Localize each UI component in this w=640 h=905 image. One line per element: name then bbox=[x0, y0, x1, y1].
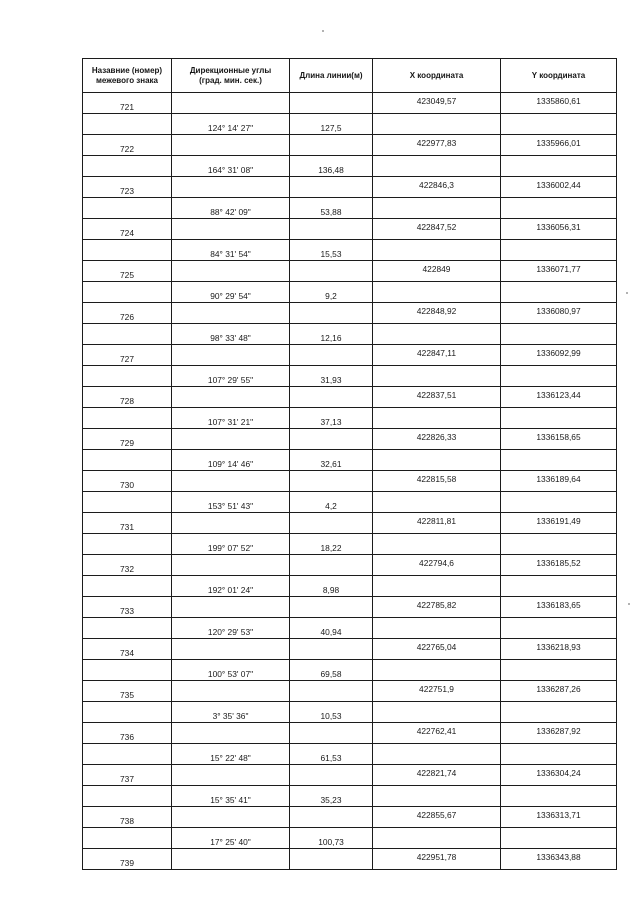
point-name-cell: 724 bbox=[83, 219, 172, 240]
empty-length-cell bbox=[290, 219, 373, 240]
empty-angle-cell bbox=[172, 555, 290, 576]
line-length-cell: 32,61 bbox=[290, 450, 373, 471]
x-coordinate-cell: 422837,51 bbox=[373, 387, 501, 408]
empty-y-cell bbox=[501, 828, 617, 849]
x-coordinate-cell: 422794,6 bbox=[373, 555, 501, 576]
empty-length-cell bbox=[290, 303, 373, 324]
direction-angle-cell: 3° 35' 36" bbox=[172, 702, 290, 723]
line-length-cell: 18,22 bbox=[290, 534, 373, 555]
y-coordinate-cell: 1336218,93 bbox=[501, 639, 617, 660]
empty-y-cell bbox=[501, 324, 617, 345]
empty-length-cell bbox=[290, 765, 373, 786]
empty-angle-cell bbox=[172, 303, 290, 324]
point-name-cell: 726 bbox=[83, 303, 172, 324]
direction-angle-cell: 107° 29' 55" bbox=[172, 366, 290, 387]
empty-length-cell bbox=[290, 135, 373, 156]
empty-x-cell bbox=[373, 282, 501, 303]
empty-angle-cell bbox=[172, 177, 290, 198]
empty-angle-cell bbox=[172, 849, 290, 870]
table-row-point bbox=[83, 429, 617, 450]
empty-name-cell bbox=[83, 618, 172, 639]
empty-x-cell bbox=[373, 240, 501, 261]
point-name-cell: 735 bbox=[83, 681, 172, 702]
header-direction-angle: Дирекционные углы (град. мин. сек.) bbox=[172, 59, 290, 93]
y-coordinate-cell: 1336056,31 bbox=[501, 219, 617, 240]
empty-y-cell bbox=[501, 156, 617, 177]
empty-angle-cell bbox=[172, 681, 290, 702]
boundary-coordinates-table bbox=[82, 58, 617, 870]
empty-name-cell bbox=[83, 492, 172, 513]
y-coordinate-cell: 1336158,65 bbox=[501, 429, 617, 450]
empty-angle-cell bbox=[172, 429, 290, 450]
empty-length-cell bbox=[290, 681, 373, 702]
y-coordinate-cell: 1336183,65 bbox=[501, 597, 617, 618]
table-header-row bbox=[83, 59, 617, 93]
table-row-segment bbox=[83, 576, 617, 597]
empty-y-cell bbox=[501, 492, 617, 513]
line-length-cell: 15,53 bbox=[290, 240, 373, 261]
table-row-segment bbox=[83, 366, 617, 387]
table-row-point bbox=[83, 345, 617, 366]
table-row-segment bbox=[83, 492, 617, 513]
point-name-cell: 733 bbox=[83, 597, 172, 618]
empty-x-cell bbox=[373, 366, 501, 387]
empty-name-cell bbox=[83, 198, 172, 219]
line-length-cell: 136,48 bbox=[290, 156, 373, 177]
y-coordinate-cell: 1336191,49 bbox=[501, 513, 617, 534]
point-name-cell: 728 bbox=[83, 387, 172, 408]
empty-y-cell bbox=[501, 240, 617, 261]
table-row-point bbox=[83, 387, 617, 408]
header-line-length: Длина линии(м) bbox=[290, 59, 373, 93]
empty-y-cell bbox=[501, 198, 617, 219]
y-coordinate-cell: 1336080,97 bbox=[501, 303, 617, 324]
point-name-cell: 732 bbox=[83, 555, 172, 576]
table-row-segment bbox=[83, 282, 617, 303]
empty-y-cell bbox=[501, 366, 617, 387]
empty-length-cell bbox=[290, 387, 373, 408]
table-row-segment bbox=[83, 534, 617, 555]
table-row-point bbox=[83, 597, 617, 618]
x-coordinate-cell: 422847,11 bbox=[373, 345, 501, 366]
x-coordinate-cell: 422846,3 bbox=[373, 177, 501, 198]
table-row-point bbox=[83, 93, 617, 114]
point-name-cell: 729 bbox=[83, 429, 172, 450]
empty-name-cell bbox=[83, 282, 172, 303]
point-name-cell: 725 bbox=[83, 261, 172, 282]
direction-angle-cell: 153° 51' 43" bbox=[172, 492, 290, 513]
empty-x-cell bbox=[373, 324, 501, 345]
direction-angle-cell: 199° 07' 52" bbox=[172, 534, 290, 555]
direction-angle-cell: 192° 01' 24" bbox=[172, 576, 290, 597]
table-row-point bbox=[83, 135, 617, 156]
empty-length-cell bbox=[290, 513, 373, 534]
empty-name-cell bbox=[83, 156, 172, 177]
point-name-cell: 736 bbox=[83, 723, 172, 744]
scan-speck bbox=[322, 30, 324, 32]
line-length-cell: 127,5 bbox=[290, 114, 373, 135]
empty-angle-cell bbox=[172, 639, 290, 660]
empty-angle-cell bbox=[172, 513, 290, 534]
empty-y-cell bbox=[501, 576, 617, 597]
x-coordinate-cell: 422811,81 bbox=[373, 513, 501, 534]
empty-x-cell bbox=[373, 702, 501, 723]
scan-speck bbox=[626, 292, 628, 294]
point-name-cell: 737 bbox=[83, 765, 172, 786]
empty-y-cell bbox=[501, 282, 617, 303]
y-coordinate-cell: 1335966,01 bbox=[501, 135, 617, 156]
line-length-cell: 37,13 bbox=[290, 408, 373, 429]
empty-angle-cell bbox=[172, 387, 290, 408]
empty-name-cell bbox=[83, 534, 172, 555]
table-row-point bbox=[83, 681, 617, 702]
table-row-point bbox=[83, 849, 617, 870]
table-row-point bbox=[83, 513, 617, 534]
empty-angle-cell bbox=[172, 135, 290, 156]
empty-angle-cell bbox=[172, 261, 290, 282]
header-y-coordinate: Y координата bbox=[501, 59, 617, 93]
point-name-cell: 739 bbox=[83, 849, 172, 870]
empty-y-cell bbox=[501, 114, 617, 135]
empty-name-cell bbox=[83, 324, 172, 345]
point-name-cell: 723 bbox=[83, 177, 172, 198]
empty-name-cell bbox=[83, 240, 172, 261]
empty-y-cell bbox=[501, 744, 617, 765]
table-row-segment bbox=[83, 156, 617, 177]
empty-x-cell bbox=[373, 534, 501, 555]
empty-x-cell bbox=[373, 576, 501, 597]
empty-x-cell bbox=[373, 828, 501, 849]
y-coordinate-cell: 1336287,26 bbox=[501, 681, 617, 702]
empty-angle-cell bbox=[172, 765, 290, 786]
empty-x-cell bbox=[373, 786, 501, 807]
y-coordinate-cell: 1336002,44 bbox=[501, 177, 617, 198]
empty-name-cell bbox=[83, 576, 172, 597]
line-length-cell: 9,2 bbox=[290, 282, 373, 303]
x-coordinate-cell: 422785,82 bbox=[373, 597, 501, 618]
empty-name-cell bbox=[83, 408, 172, 429]
x-coordinate-cell: 422821,74 bbox=[373, 765, 501, 786]
table-row-point bbox=[83, 303, 617, 324]
x-coordinate-cell: 422977,83 bbox=[373, 135, 501, 156]
table-row-point bbox=[83, 471, 617, 492]
empty-name-cell bbox=[83, 114, 172, 135]
empty-length-cell bbox=[290, 429, 373, 450]
empty-angle-cell bbox=[172, 345, 290, 366]
direction-angle-cell: 98° 33' 48" bbox=[172, 324, 290, 345]
table-row-point bbox=[83, 219, 617, 240]
empty-name-cell bbox=[83, 702, 172, 723]
empty-y-cell bbox=[501, 534, 617, 555]
scan-speck bbox=[628, 603, 630, 605]
x-coordinate-cell: 422762,41 bbox=[373, 723, 501, 744]
table-row-segment bbox=[83, 786, 617, 807]
direction-angle-cell: 15° 22' 48" bbox=[172, 744, 290, 765]
empty-length-cell bbox=[290, 597, 373, 618]
point-name-cell: 730 bbox=[83, 471, 172, 492]
table-row-point bbox=[83, 639, 617, 660]
line-length-cell: 10,53 bbox=[290, 702, 373, 723]
table-row-point bbox=[83, 555, 617, 576]
empty-angle-cell bbox=[172, 597, 290, 618]
empty-y-cell bbox=[501, 408, 617, 429]
line-length-cell: 8,98 bbox=[290, 576, 373, 597]
table-row-segment bbox=[83, 828, 617, 849]
table-row-point bbox=[83, 261, 617, 282]
empty-length-cell bbox=[290, 261, 373, 282]
direction-angle-cell: 120° 29' 53" bbox=[172, 618, 290, 639]
line-length-cell: 35,23 bbox=[290, 786, 373, 807]
y-coordinate-cell: 1336287,92 bbox=[501, 723, 617, 744]
table-row-point bbox=[83, 723, 617, 744]
x-coordinate-cell: 422849 bbox=[373, 261, 501, 282]
empty-x-cell bbox=[373, 660, 501, 681]
x-coordinate-cell: 422815,58 bbox=[373, 471, 501, 492]
x-coordinate-cell: 422826,33 bbox=[373, 429, 501, 450]
line-length-cell: 40,94 bbox=[290, 618, 373, 639]
line-length-cell: 100,73 bbox=[290, 828, 373, 849]
empty-x-cell bbox=[373, 114, 501, 135]
x-coordinate-cell: 422751,9 bbox=[373, 681, 501, 702]
direction-angle-cell: 17° 25' 40" bbox=[172, 828, 290, 849]
line-length-cell: 12,16 bbox=[290, 324, 373, 345]
empty-y-cell bbox=[501, 786, 617, 807]
x-coordinate-cell: 423049,57 bbox=[373, 93, 501, 114]
table-row-segment bbox=[83, 240, 617, 261]
empty-length-cell bbox=[290, 849, 373, 870]
table-row-segment bbox=[83, 702, 617, 723]
empty-x-cell bbox=[373, 408, 501, 429]
x-coordinate-cell: 422848,92 bbox=[373, 303, 501, 324]
y-coordinate-cell: 1336092,99 bbox=[501, 345, 617, 366]
table-row-point bbox=[83, 177, 617, 198]
y-coordinate-cell: 1336123,44 bbox=[501, 387, 617, 408]
direction-angle-cell: 88° 42' 09" bbox=[172, 198, 290, 219]
y-coordinate-cell: 1336185,52 bbox=[501, 555, 617, 576]
empty-length-cell bbox=[290, 93, 373, 114]
y-coordinate-cell: 1336189,64 bbox=[501, 471, 617, 492]
empty-y-cell bbox=[501, 618, 617, 639]
empty-name-cell bbox=[83, 660, 172, 681]
table-row-segment bbox=[83, 744, 617, 765]
x-coordinate-cell: 422765,04 bbox=[373, 639, 501, 660]
table-row-segment bbox=[83, 198, 617, 219]
table-row-segment bbox=[83, 114, 617, 135]
empty-name-cell bbox=[83, 450, 172, 471]
header-point-name: Назавние (номер) межевого знака bbox=[83, 59, 172, 93]
direction-angle-cell: 164° 31' 08" bbox=[172, 156, 290, 177]
table-row-segment bbox=[83, 660, 617, 681]
direction-angle-cell: 90° 29' 54" bbox=[172, 282, 290, 303]
line-length-cell: 61,53 bbox=[290, 744, 373, 765]
empty-name-cell bbox=[83, 744, 172, 765]
direction-angle-cell: 107° 31' 21" bbox=[172, 408, 290, 429]
empty-length-cell bbox=[290, 471, 373, 492]
table-row-segment bbox=[83, 408, 617, 429]
empty-x-cell bbox=[373, 156, 501, 177]
empty-length-cell bbox=[290, 345, 373, 366]
direction-angle-cell: 84° 31' 54" bbox=[172, 240, 290, 261]
empty-x-cell bbox=[373, 744, 501, 765]
empty-name-cell bbox=[83, 828, 172, 849]
empty-length-cell bbox=[290, 177, 373, 198]
empty-name-cell bbox=[83, 786, 172, 807]
line-length-cell: 31,93 bbox=[290, 366, 373, 387]
y-coordinate-cell: 1336343,88 bbox=[501, 849, 617, 870]
point-name-cell: 722 bbox=[83, 135, 172, 156]
direction-angle-cell: 100° 53' 07" bbox=[172, 660, 290, 681]
y-coordinate-cell: 1336071,77 bbox=[501, 261, 617, 282]
empty-y-cell bbox=[501, 450, 617, 471]
table-row-segment bbox=[83, 324, 617, 345]
y-coordinate-cell: 1336313,71 bbox=[501, 807, 617, 828]
empty-angle-cell bbox=[172, 93, 290, 114]
empty-length-cell bbox=[290, 807, 373, 828]
y-coordinate-cell: 1335860,61 bbox=[501, 93, 617, 114]
x-coordinate-cell: 422951,78 bbox=[373, 849, 501, 870]
empty-y-cell bbox=[501, 660, 617, 681]
y-coordinate-cell: 1336304,24 bbox=[501, 765, 617, 786]
table-row-point bbox=[83, 765, 617, 786]
table-row-segment bbox=[83, 450, 617, 471]
header-x-coordinate: X координата bbox=[373, 59, 501, 93]
empty-length-cell bbox=[290, 639, 373, 660]
empty-angle-cell bbox=[172, 471, 290, 492]
direction-angle-cell: 109° 14' 46" bbox=[172, 450, 290, 471]
empty-length-cell bbox=[290, 723, 373, 744]
empty-x-cell bbox=[373, 492, 501, 513]
empty-x-cell bbox=[373, 198, 501, 219]
direction-angle-cell: 15° 35' 41" bbox=[172, 786, 290, 807]
empty-angle-cell bbox=[172, 219, 290, 240]
point-name-cell: 721 bbox=[83, 93, 172, 114]
point-name-cell: 734 bbox=[83, 639, 172, 660]
empty-length-cell bbox=[290, 555, 373, 576]
table-body bbox=[83, 93, 617, 870]
empty-x-cell bbox=[373, 450, 501, 471]
line-length-cell: 53,88 bbox=[290, 198, 373, 219]
table-row-point bbox=[83, 807, 617, 828]
point-name-cell: 738 bbox=[83, 807, 172, 828]
x-coordinate-cell: 422855,67 bbox=[373, 807, 501, 828]
empty-y-cell bbox=[501, 702, 617, 723]
point-name-cell: 731 bbox=[83, 513, 172, 534]
empty-angle-cell bbox=[172, 807, 290, 828]
line-length-cell: 4,2 bbox=[290, 492, 373, 513]
empty-angle-cell bbox=[172, 723, 290, 744]
table-row-segment bbox=[83, 618, 617, 639]
line-length-cell: 69,58 bbox=[290, 660, 373, 681]
empty-name-cell bbox=[83, 366, 172, 387]
point-name-cell: 727 bbox=[83, 345, 172, 366]
direction-angle-cell: 124° 14' 27" bbox=[172, 114, 290, 135]
x-coordinate-cell: 422847,52 bbox=[373, 219, 501, 240]
empty-x-cell bbox=[373, 618, 501, 639]
